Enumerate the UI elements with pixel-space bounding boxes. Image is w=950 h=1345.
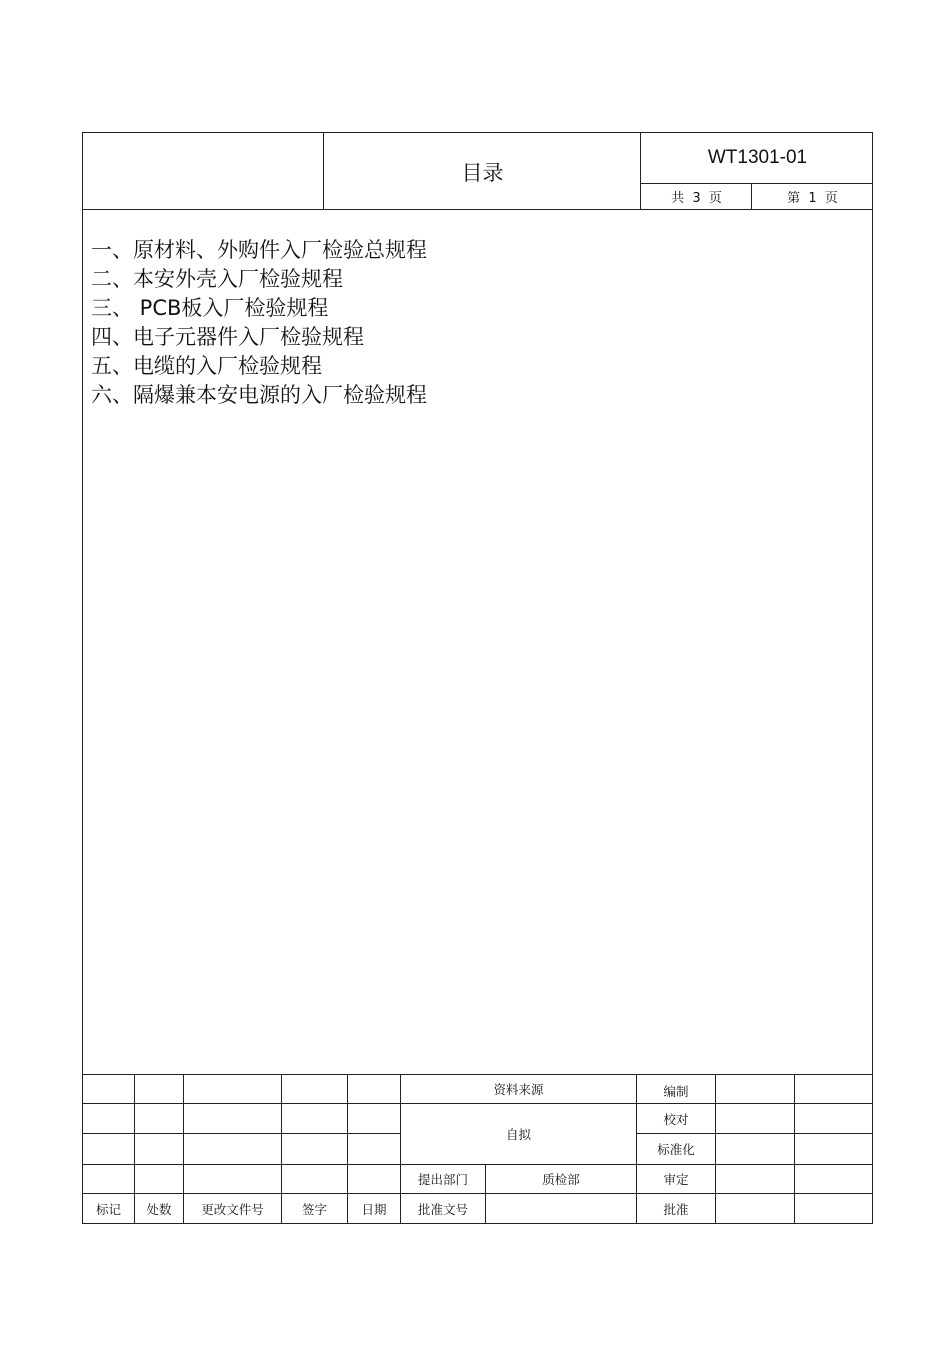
role-review: 审定 [663, 1172, 689, 1187]
role-standardization: 标准化 [657, 1142, 695, 1157]
table-rule [83, 1103, 400, 1104]
toc-item: 四、电子元器件入厂检验规程 [91, 325, 364, 349]
dept-label: 提出部门 [417, 1172, 468, 1187]
approval-no-label: 批准文号 [417, 1202, 468, 1217]
dept-value: 质检部 [542, 1172, 580, 1187]
toc-item: 六、隔爆兼本安电源的入厂检验规程 [91, 383, 427, 407]
table-rule [83, 1133, 400, 1134]
table-rule [715, 1074, 716, 1224]
role-proof: 校对 [663, 1111, 689, 1127]
source-value: 自拟 [505, 1127, 531, 1142]
document-code: WT1301-01 [707, 147, 808, 168]
role-approve: 批准 [663, 1202, 689, 1217]
document-frame [82, 132, 873, 1224]
toc-list [91, 236, 427, 410]
header-block [83, 133, 872, 210]
col-sign: 签字 [301, 1202, 327, 1217]
role-compile: 编制 [663, 1083, 689, 1099]
source-label: 资料来源 [493, 1081, 544, 1097]
toc-item: 五、电缆的入厂检验规程 [91, 354, 322, 378]
col-mark: 标记 [95, 1202, 121, 1217]
revision-table [83, 1074, 872, 1224]
current-page: 第 1 页 [787, 191, 838, 206]
total-pages: 共 3 页 [671, 191, 722, 206]
col-date: 日期 [361, 1202, 387, 1217]
toc-item: 二、本安外壳入厂检验规程 [91, 267, 343, 291]
table-rule [794, 1074, 795, 1224]
col-count: 处数 [146, 1202, 172, 1217]
col-doc-number: 更改文件号 [201, 1202, 264, 1217]
toc-item: 三、 PCB板入厂检验规程 [91, 296, 329, 320]
page-title: 目录 [461, 160, 504, 185]
toc-item: 一、原材料、外购件入厂检验总规程 [91, 238, 427, 262]
